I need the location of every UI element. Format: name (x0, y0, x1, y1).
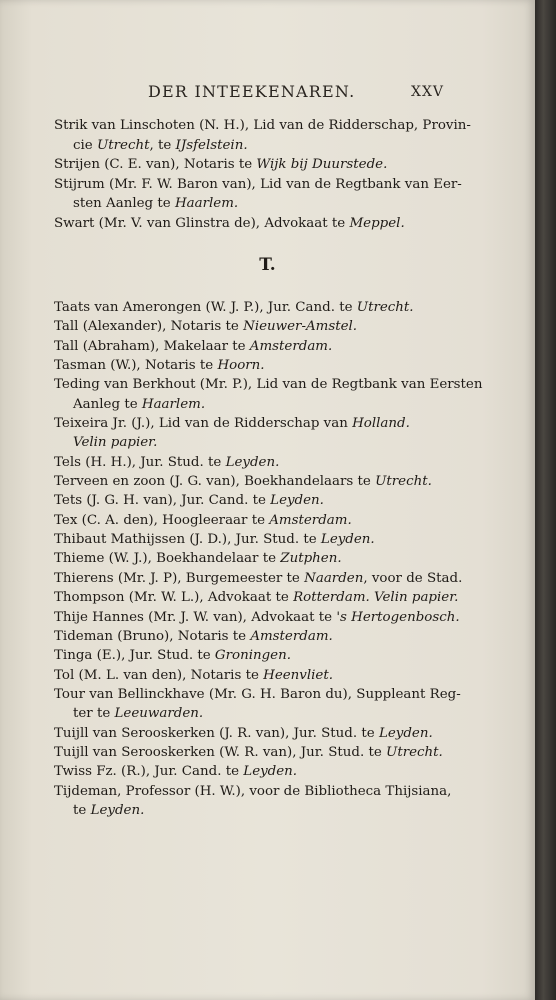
subscriber-entry (54, 569, 463, 588)
entry-italic-text: Leyden. (270, 493, 324, 509)
entry-italic-text: Hoorn. (217, 358, 265, 374)
entry-text: Strik van Linschoten (N. H.), Lid van de Ridderschap, Provin- (54, 118, 471, 133)
entry-text: , te (149, 137, 176, 153)
subscriber-entry (54, 116, 471, 155)
entry-text: Thibaut Mathijssen (J. D.), Jur. Stud. te (54, 532, 321, 548)
entry-italic-text: Wijk bij Duurstede. (256, 157, 388, 173)
entry-italic-text: Amsterdam. (269, 512, 352, 528)
entry-text: Tex (C. A. den), Hoogleeraar te (54, 512, 270, 528)
subscriber-entry (54, 317, 426, 336)
entry-text: Thieme (W. J.), Boekhandelaar te (54, 551, 281, 567)
subscriber-entry (54, 511, 426, 530)
subscriber-entry (54, 627, 426, 646)
entry-italic-text: Leyden. (225, 454, 280, 470)
subscriber-entry (54, 743, 443, 762)
entry-italic-text: Naarden (304, 570, 364, 586)
entry-text: Tuijll van Serooskerken (W. R. van), Jur. Stud. te (54, 744, 387, 760)
entry-text: Swart (Mr. V. van Glinstra de), Advokaat te (54, 215, 350, 231)
entry-text: Teding van Berkhout (Mr. P.), Lid van de Regtbank van Eersten (54, 377, 483, 393)
subscriber-entry (54, 549, 426, 568)
entry-text: Tall (Alexander), Notaris te (54, 319, 244, 335)
page-number: XXV (411, 84, 445, 100)
entry-text: Tideman (Bruno), Notaris te (54, 628, 251, 644)
subscriber-entry (54, 608, 460, 627)
entry-italic-text: Leeuwarden. (114, 706, 204, 722)
section-heading: T. (259, 255, 276, 275)
entry-text: Twiss Fz. (R.), Jur. Cand. te (54, 764, 244, 780)
entry-italic-text: Utrecht. (386, 744, 443, 760)
subscriber-entry (54, 298, 426, 317)
entry-italic-text: Leyden. (320, 532, 375, 548)
subscriber-entry (54, 491, 426, 510)
entry-italic-text: Amsterdam. (249, 338, 333, 354)
entry-italic-text: Groningen. (214, 648, 291, 664)
entry-text: Tol (M. L. van den), Notaris te (54, 667, 264, 683)
subscriber-entry (54, 356, 426, 375)
entry-text: Taats van Amerongen (W. J. P.), Jur. Cand. te (54, 300, 357, 315)
entry-text: cie (73, 137, 97, 153)
book-spine-edge (535, 0, 556, 1000)
entry-italic-text: Velin papier. (73, 435, 158, 451)
entry-text: , voor de Stad. (363, 570, 463, 586)
entry-text: Tall (Abraham), Makelaar te (54, 338, 250, 354)
entry-text: Stijrum (Mr. F. W. Baron van), Lid van de Regtbank van Eer- (54, 176, 462, 192)
entry-italic-text: Utrecht. (356, 300, 414, 315)
entry-italic-text: 's Hertogenbosch. (336, 609, 460, 625)
subscriber-entry (54, 337, 426, 356)
entry-italic-text: Meppel. (349, 215, 405, 231)
entry-text: Tour van Bellinckhave (Mr. G. H. Baron du), Suppleant Reg- (54, 686, 461, 702)
subscriber-entry (54, 453, 426, 472)
entry-italic-text: Utrecht (96, 137, 150, 153)
subscriber-entry (54, 782, 452, 821)
entry-text: Thierens (Mr. J. P), Burgemeester te (54, 570, 305, 586)
subscriber-entry (54, 685, 461, 724)
entry-text: sten Aanleg te (73, 196, 175, 212)
entry-text: Aanleg te (73, 396, 142, 412)
entry-italic-text: Haarlem. (141, 396, 206, 412)
subscriber-entry (54, 175, 462, 214)
entry-italic-text: Heenvliet. (263, 667, 333, 683)
entry-text: Thije Hannes (Mr. J. W. van), Advokaat te (54, 609, 337, 625)
entry-text: Terveen en zoon (J. G. van), Boekhandelaars te (54, 474, 376, 490)
entry-italic-text: Leyden. (90, 802, 145, 818)
subscriber-list-s (54, 116, 471, 234)
entry-text: Tijdeman, Professor (H. W.), voor de Bibliotheca Thijsiana, (54, 783, 452, 799)
entry-italic-text: Nieuwer-Amstel. (243, 319, 358, 335)
subscriber-entry (54, 666, 426, 685)
entry-text: Tinga (E.), Jur. Stud. te (54, 648, 215, 664)
subscriber-entry (54, 646, 426, 665)
running-head: DER INTEEKENAREN. (148, 82, 356, 101)
entry-italic-text: Haarlem. (174, 196, 239, 212)
entry-italic-text: Amsterdam. (250, 628, 333, 644)
entry-text: Strijen (C. E. van), Notaris te (54, 157, 257, 173)
subscriber-entry (54, 214, 426, 234)
entry-text: Tels (H. H.), Jur. Stud. te (54, 454, 226, 470)
entry-italic-text: Zutphen. (280, 551, 342, 567)
subscriber-entry (54, 155, 426, 175)
subscriber-entry (54, 724, 433, 743)
subscriber-entry (54, 472, 432, 491)
entry-italic-text: Leyden. (378, 725, 433, 741)
subscriber-entry (54, 375, 483, 414)
entry-text: te (73, 802, 91, 818)
subscriber-list-t (54, 298, 483, 820)
entry-text: Tuijll van Serooskerken (J. R. van), Jur. Stud. te (54, 725, 379, 741)
subscriber-entry (54, 762, 426, 781)
entry-text: ter te (73, 706, 115, 722)
entry-italic-text: Holland. (352, 416, 410, 432)
entry-text: Teixeira Jr. (J.), Lid van de Ridderschap van (54, 416, 353, 432)
entry-text: Tasman (W.), Notaris te (54, 358, 218, 374)
entry-italic-text: Rotterdam. Velin papier. (293, 590, 459, 606)
entry-italic-text: IJsfelstein. (175, 137, 248, 153)
subscriber-entry (54, 414, 426, 453)
entry-italic-text: Utrecht. (375, 474, 432, 490)
entry-text: Tets (J. G. H. van), Jur. Cand. te (54, 493, 271, 509)
subscriber-entry (54, 530, 426, 549)
entry-text: Thompson (Mr. W. L.), Advokaat te (54, 590, 294, 606)
subscriber-entry (54, 588, 459, 607)
entry-italic-text: Leyden. (243, 764, 298, 780)
